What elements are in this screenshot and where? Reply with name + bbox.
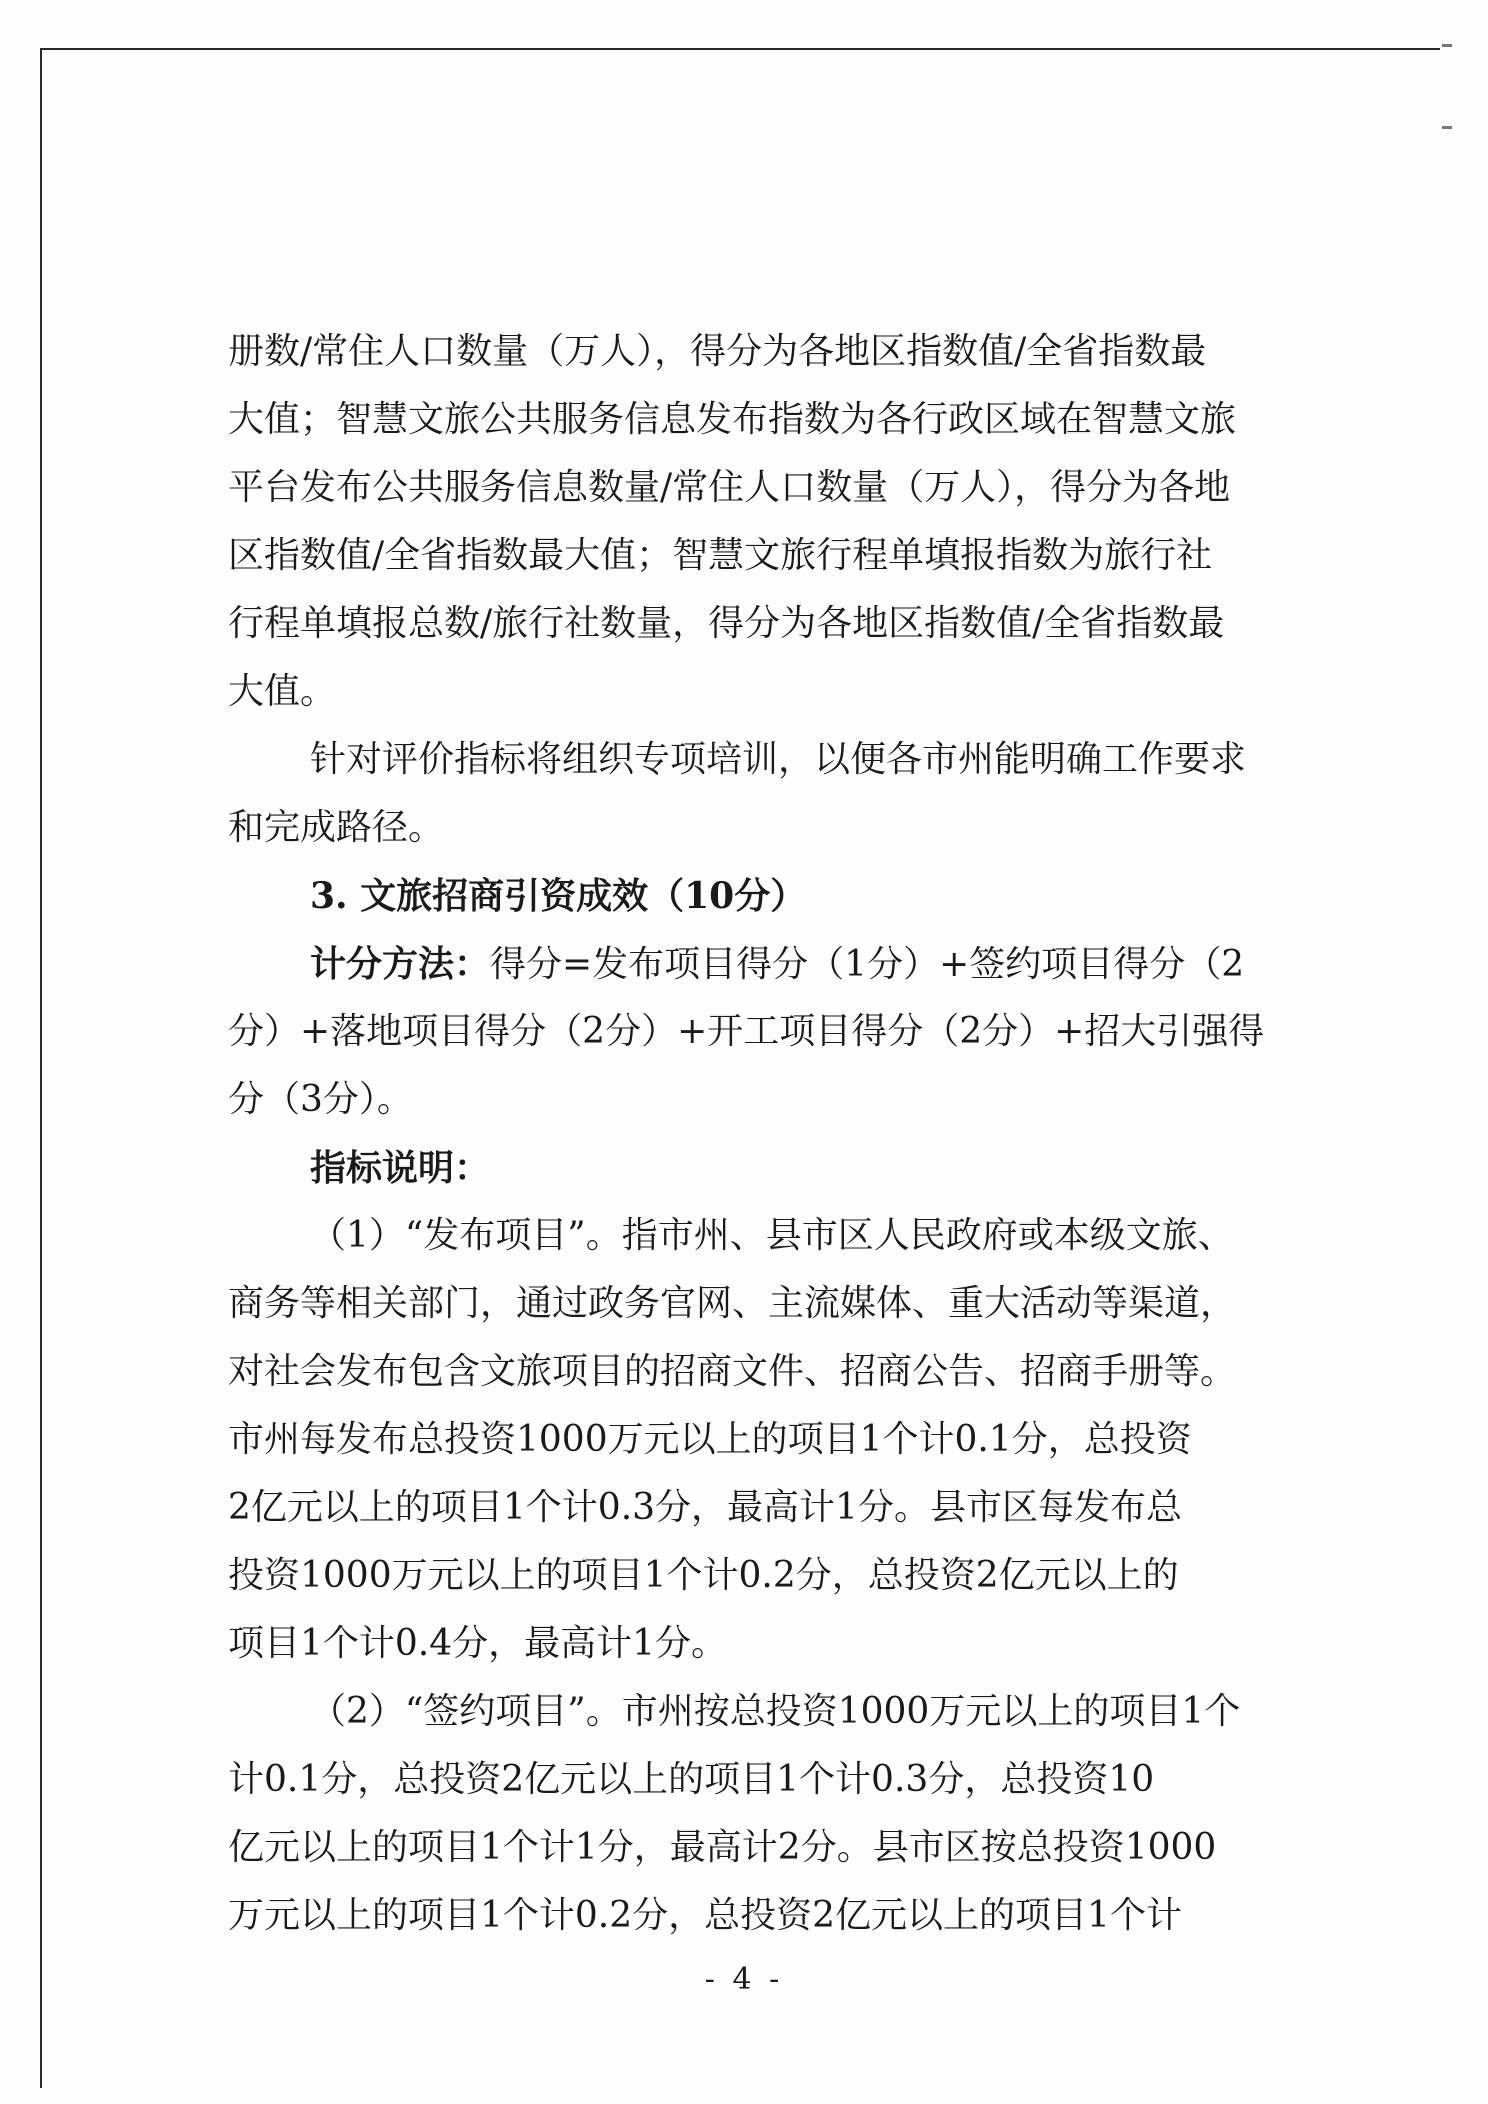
- scoring-method-text: 得分=发布项目得分（1分）+签约项目得分（2: [490, 944, 1245, 985]
- text-line: 行程单填报总数/旅行社数量，得分为各地区指数值/全省指数最: [228, 603, 1225, 644]
- indicator-heading: 指标说明：: [310, 1147, 491, 1189]
- scan-speck: [1442, 126, 1452, 129]
- paragraph-start: 针对评价指标将组织专项培训，以便各市州能明确工作要求: [310, 739, 1247, 780]
- text-line: 平台发布公共服务信息数量/常住人口数量（万人），得分为各地: [228, 467, 1231, 508]
- text-line: 市州每发布总投资1000万元以上的项目1个计0.1分，总投资: [228, 1419, 1192, 1460]
- scan-border-top: [40, 48, 1440, 50]
- text-line: 册数/常住人口数量（万人），得分为各地区指数值/全省指数最: [228, 331, 1207, 372]
- text-line: 2亿元以上的项目1个计0.3分，最高计1分。县市区每发布总: [228, 1487, 1182, 1528]
- paragraph-start: （1）“发布项目”。指市州、县市区人民政府或本级文旅、: [310, 1215, 1234, 1256]
- page-number: - 4 -: [704, 1962, 784, 1997]
- scan-speck: [1442, 44, 1452, 47]
- body-text: [228, 318, 1338, 1950]
- text-line: 亿元以上的项目1个计1分，最高计2分。县市区按总投资1000: [228, 1827, 1217, 1868]
- text-line: 项目1个计0.4分，最高计1分。: [228, 1623, 728, 1664]
- scan-border-left: [40, 48, 42, 2088]
- text-line: 分（3分）。: [228, 1079, 413, 1120]
- text-line: 计0.1分，总投资2亿元以上的项目1个计0.3分，总投资10: [228, 1759, 1155, 1800]
- paragraph-start: （2）“签约项目”。市州按总投资1000万元以上的项目1个: [310, 1691, 1241, 1732]
- text-line: 投资1000万元以上的项目1个计0.2分，总投资2亿元以上的: [228, 1555, 1179, 1596]
- text-line: 和完成路径。: [228, 807, 445, 848]
- text-line: 区指数值/全省指数最大值；智慧文旅行程单填报指数为旅行社: [228, 535, 1213, 576]
- text-line: 万元以上的项目1个计0.2分，总投资2亿元以上的项目1个计: [228, 1895, 1182, 1936]
- text-line: 大值。: [228, 671, 337, 712]
- scoring-method-label: 计分方法：: [310, 943, 491, 985]
- scoring-method-line: [228, 930, 1338, 998]
- section-heading: 3. 文旅招商引资成效（10分）: [310, 875, 807, 917]
- text-line: 商务等相关部门，通过政务官网、主流媒体、重大活动等渠道，: [228, 1283, 1237, 1324]
- text-line: 大值；智慧文旅公共服务信息发布指数为各行政区域在智慧文旅: [228, 399, 1237, 440]
- text-line: 对社会发布包含文旅项目的招商文件、招商公告、招商手册等。: [228, 1351, 1237, 1392]
- text-line: 分）+落地项目得分（2分）+开工项目得分（2分）+招大引强得: [228, 1011, 1265, 1052]
